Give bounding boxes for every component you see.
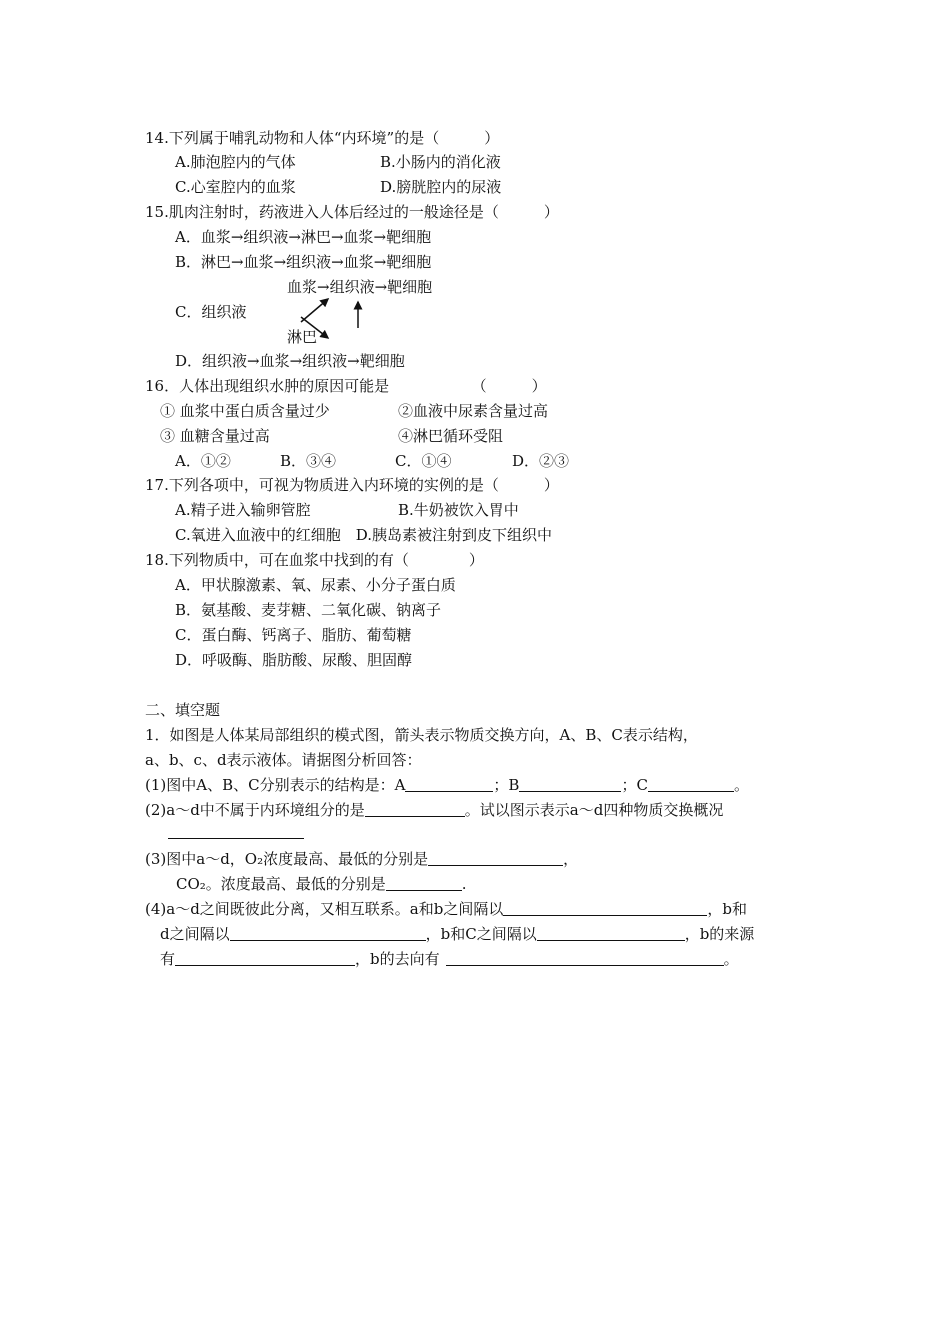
part4-text: (4)a～d之间既彼此分离，又相互联系。a和b之间隔以 — [145, 900, 504, 918]
q18-option-d: D．呼吸酶、脂肪酸、尿酸、胆固醇 — [175, 651, 413, 669]
blank-not-internal-env[interactable] — [365, 800, 465, 817]
q16-statement-2: ②血液中尿素含量过高 — [398, 402, 549, 420]
blank-exchange-diagram[interactable] — [168, 822, 304, 839]
part3-text: (3)图中a～d，O₂浓度最高、最低的分别是 — [145, 850, 429, 868]
q15-stem: 15.肌肉注射时，药液进入人体后经过的一般途径是（ ） — [145, 203, 559, 221]
part4-end: ，b和 — [707, 900, 747, 918]
part4-line3-mid: ，b的去向有 — [355, 950, 440, 968]
blank-a-b-separation[interactable] — [503, 899, 707, 916]
q15-option-a: A．血浆→组织液→淋巴→血浆→靶细胞 — [175, 228, 432, 246]
q18-option-b: B．氨基酸、麦芽糖、二氧化碳、钠离子 — [175, 601, 442, 619]
part3-co2-text: CO₂。浓度最高、最低的分别是 — [176, 875, 386, 893]
q1-part4-line3 — [160, 949, 739, 969]
q18-option-a: A．甲状腺激素、氧、尿素、小分子蛋白质 — [175, 576, 456, 594]
q1-part3-line2 — [176, 874, 467, 894]
part1-end: 。 — [733, 776, 749, 794]
part4-line2-text: d之间隔以 — [160, 925, 230, 943]
part1-b-label: ；B — [493, 776, 520, 794]
part4-line3-end: 。 — [723, 950, 739, 968]
q16-option-c: C．①④ — [395, 452, 452, 470]
blank-co2-high-low[interactable] — [386, 874, 462, 891]
arrow-to-blood-plasma — [301, 299, 328, 322]
part2-text: (2)a～d中不属于内环境组分的是 — [145, 801, 365, 819]
q16-option-d: D．②③ — [512, 452, 570, 470]
q16-statement-1: ① 血浆中蛋白质含量过少 — [160, 402, 330, 420]
q1-part1 — [145, 775, 749, 795]
arrow-to-lymph — [301, 317, 328, 338]
q16-option-a: A．①② — [175, 452, 231, 470]
q1-part2 — [145, 800, 723, 820]
part4-line2-mid: ，b和C之间隔以 — [425, 925, 537, 943]
q14-stem: 14.下列属于哺乳动物和人体“内环境”的是（ ） — [145, 129, 500, 147]
q1-intro-line1: 1．如图是人体某局部组织的模式图，箭头表示物质交换方向，A、B、C表示结构， — [145, 726, 698, 744]
q1-part3 — [145, 849, 578, 869]
q15-option-c-label: C．组织液 — [175, 303, 247, 321]
blank-b-d-separation[interactable] — [230, 924, 426, 941]
q15-option-c-bottom: 淋巴 — [287, 328, 318, 346]
q15-pathway-arrows — [285, 270, 485, 350]
q14-option-b: B.小肠内的消化液 — [380, 153, 501, 171]
q16-statement-4: ④淋巴循环受阻 — [398, 427, 504, 445]
q15-option-b: B．淋巴→血浆→组织液→血浆→靶细胞 — [175, 253, 432, 271]
section-title: 二、填空题 — [145, 701, 221, 719]
part1-text: (1)图中A、B、C分别表示的结构是：A — [145, 776, 406, 794]
blank-structure-a[interactable] — [405, 775, 493, 792]
part2-text-cont: 。试以图示表示a～d四种物质交换概况 — [464, 801, 724, 819]
q14-option-a: A.肺泡腔内的气体 — [175, 153, 296, 171]
blank-o2-high-low[interactable] — [428, 849, 563, 866]
q1-part2-line2 — [168, 822, 304, 842]
q18-option-c: C．蛋白酶、钙离子、脂肪、葡萄糖 — [175, 626, 412, 644]
q1-part4 — [145, 899, 747, 919]
blank-b-source[interactable] — [175, 949, 355, 966]
q17-option-a: A.精子进入输卵管腔 — [175, 501, 311, 519]
q14-option-c: C.心室腔内的血浆 — [175, 178, 296, 196]
blank-structure-c[interactable] — [648, 775, 734, 792]
part4-line2-end: ，b的来源 — [684, 925, 755, 943]
q15-option-c-top: 血浆→组织液→靶细胞 — [287, 278, 433, 296]
q17-option-c-d: C.氧进入血液中的红细胞 D.胰岛素被注射到皮下组织中 — [175, 526, 552, 544]
q16-statement-3: ③ 血糖含量过高 — [160, 427, 270, 445]
q17-option-b: B.牛奶被饮入胃中 — [398, 501, 519, 519]
q1-intro-line2: a、b、c、d表示液体。请据图分析回答： — [145, 751, 422, 769]
part1-c-label: ；C — [621, 776, 648, 794]
q14-option-d: D.膀胱腔内的尿液 — [380, 178, 502, 196]
q15-option-d: D．组织液→血浆→组织液→靶细胞 — [175, 352, 405, 370]
q16-stem: 16．人体出现组织水肿的原因可能是 （ ） — [145, 377, 547, 395]
q18-stem: 18.下列物质中，可在血浆中找到的有（ ） — [145, 551, 484, 569]
part3-co2-end: . — [461, 875, 467, 893]
part3-end: ， — [563, 850, 579, 868]
q1-part4-line2 — [160, 924, 754, 944]
blank-structure-b[interactable] — [519, 775, 621, 792]
blank-b-destination[interactable] — [446, 949, 724, 966]
q17-stem: 17.下列各项中，可视为物质进入内环境的实例的是（ ） — [145, 476, 559, 494]
blank-b-c-separation[interactable] — [537, 924, 685, 941]
part4-line3-text: 有 — [160, 950, 176, 968]
q16-option-b: B．③④ — [280, 452, 337, 470]
